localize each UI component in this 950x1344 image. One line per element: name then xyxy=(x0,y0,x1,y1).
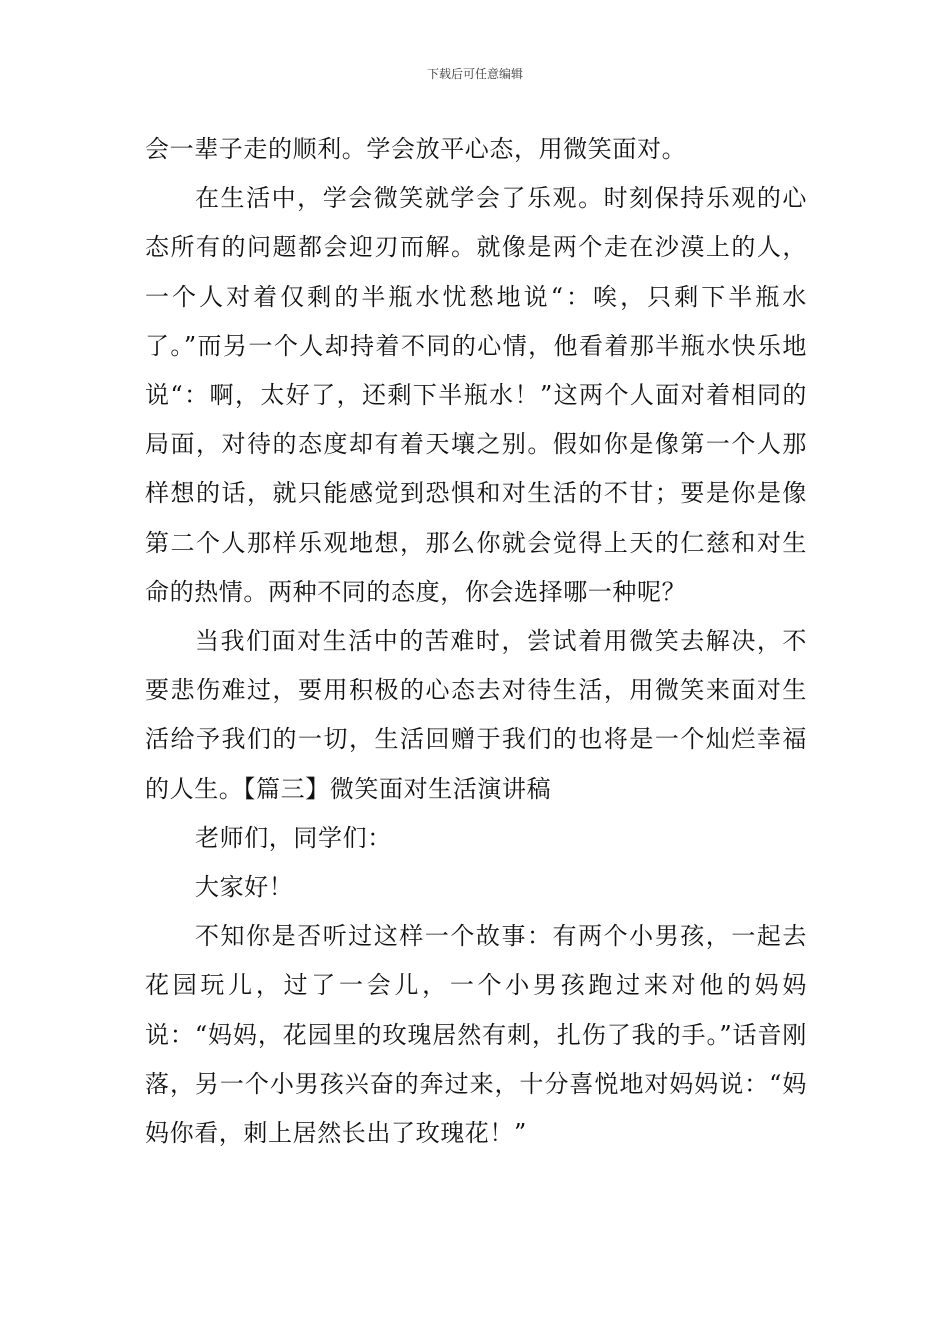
paragraph-story: 不知你是否听过这样一个故事：有两个小男孩，一起去花园玩儿，过了一会儿，一个小男孩跑过来对他的妈妈说：“妈妈，花园里的玫瑰居然有刺，扎伤了我的手。”话音刚落，另一个小男孩兴奋的奔过来，十分喜悦地对妈妈说：“妈妈你看，刺上居然长出了玫瑰花！” xyxy=(145,922,807,1148)
page-header-note: 下载后可任意编辑 xyxy=(426,67,523,81)
paragraph-optimism: 在生活中，学会微笑就学会了乐观。时刻保持乐观的心态所有的问题都会迎刃而解。就像是两个走在沙漠上的人，一个人对着仅剩的半瓶水忧愁地说“：唉，只剩下半瓶水了。”而另一个人却持着不同的心情，他看着那半瓶水快乐地说“：啊，太好了，还剩下半瓶水！”这两个人面对着相同的局面，对待的态度却有着天壤之别。假如你是像第一个人那样想的话，就只能感觉到恐惧和对生活的不甘；要是你是像第二个人那样乐观地想，那么你就会觉得上天的仁慈和对生命的热情。两种不同的态度，你会选择哪一种呢？ xyxy=(145,184,807,606)
paragraph-facing-hardship: 当我们面对生活中的苦难时，尝试着用微笑去解决，不要悲伤难过，要用积极的心态去对待生活，用微笑来面对生活给予我们的一切，生活回赠于我们的也将是一个灿烂幸福的人生。【篇三】微笑面对生活演讲稿 xyxy=(145,627,807,803)
document-body xyxy=(145,125,807,1158)
paragraph-continuation: 会一辈子走的顺利。学会放平心态，用微笑面对。 xyxy=(145,135,687,163)
paragraph-salutation: 老师们，同学们： xyxy=(195,823,392,852)
paragraph-greeting: 大家好！ xyxy=(195,873,294,902)
